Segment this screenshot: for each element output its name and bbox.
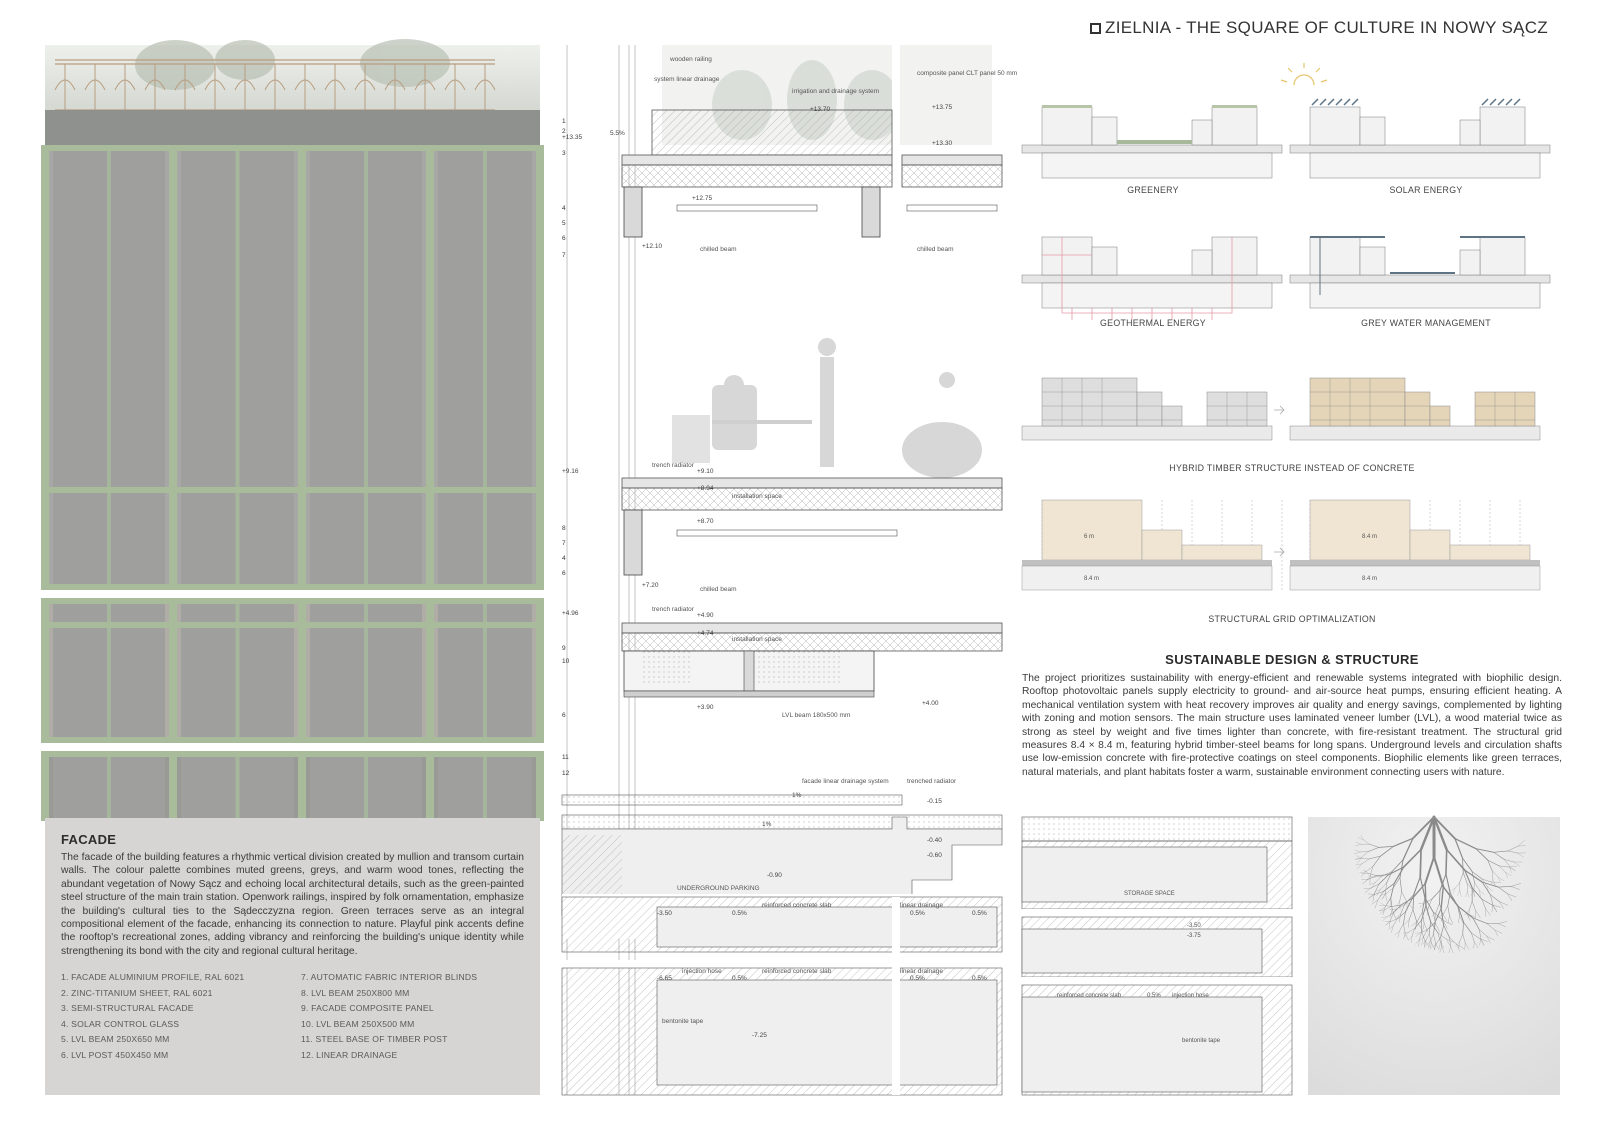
svg-text:+8.70: +8.70	[697, 518, 714, 525]
svg-text:chilled beam: chilled beam	[700, 586, 737, 593]
svg-text:bentonite tape: bentonite tape	[1182, 1038, 1221, 1044]
mullion	[298, 598, 306, 743]
label-solar: SOLAR ENERGY	[1389, 185, 1463, 195]
svg-text:1%: 1%	[792, 792, 802, 799]
callout-number: 3	[562, 150, 566, 157]
callout-number: 6	[562, 235, 566, 242]
arrow-icon	[1274, 406, 1284, 414]
callout-number: 5	[562, 220, 566, 227]
callout-number: 6	[562, 712, 566, 719]
mullion	[364, 145, 368, 590]
svg-text:reinforced concrete slab: reinforced concrete slab	[1057, 993, 1122, 999]
mullion	[426, 751, 434, 821]
svg-text:+7.20: +7.20	[642, 582, 659, 589]
svg-text:reinforced concrete slab: reinforced concrete slab	[762, 902, 832, 909]
svg-text:chilled beam: chilled beam	[917, 246, 954, 253]
structure-block	[1042, 378, 1137, 426]
facade-body: The facade of the building features a rhythmic vertical division created by mullion and transom curtain walls. The colour palette combines muted greens, greys, and warm wood tones, reflecting the abundant vegetation of Nowy Sącz and echoing local architectural details, such as the green-painted steel structure of the main train station. Openwork railings, inspired by folk ornamentation, emphasize the building's cultural ties to the Sądecczyzna region. Green terraces serve as an integral compositional element of the facade, enhancing its connection to nature. Playful pink accents define the rooftop's recreational zones, adding vibrancy and reinforcing the building's unique identity while strengthening its bond with the city and regional cultural heritage.	[61, 852, 524, 957]
svg-text:0.5%: 0.5%	[1147, 993, 1161, 999]
callout-number: 8	[562, 525, 566, 532]
mullion	[298, 751, 306, 821]
svg-text:trenched radiator: trenched radiator	[907, 778, 957, 785]
label-grid: STRUCTURAL GRID OPTIMALIZATION	[1208, 614, 1376, 624]
label-hybrid: HYBRID TIMBER STRUCTURE INSTEAD OF CONCRETE	[1169, 463, 1415, 473]
roots-image	[1308, 817, 1560, 1095]
grid-block	[1042, 500, 1142, 560]
grid-block	[1142, 530, 1182, 560]
callout-number: 4	[562, 205, 566, 212]
svg-text:linear drainage: linear drainage	[900, 902, 944, 909]
legend-item: 2. ZINC-TITANIUM SHEET, RAL 6021	[61, 987, 213, 998]
svg-text:+13.30: +13.30	[932, 140, 953, 147]
callout-number: 4	[562, 555, 566, 562]
facade-description	[45, 818, 540, 1095]
svg-text:0.5%: 0.5%	[732, 975, 747, 982]
svg-text:5.5%: 5.5%	[610, 130, 625, 137]
grid-dimension: 6 m	[1084, 534, 1095, 540]
mullion	[536, 145, 544, 590]
structure-block	[1310, 378, 1405, 426]
svg-text:+13.75: +13.75	[932, 104, 953, 111]
legend-item: 8. LVL BEAM 250X800 MM	[301, 987, 410, 998]
callout-number: 10	[562, 658, 570, 665]
sun-icon	[1281, 63, 1327, 85]
svg-text:-0.15: -0.15	[927, 798, 942, 805]
underground-detail	[1022, 817, 1292, 1095]
svg-text:irrigation and drainage system: irrigation and drainage system	[792, 88, 880, 95]
mullion	[426, 598, 434, 743]
legend-item: 1. FACADE ALUMINIUM PROFILE, RAL 6021	[61, 972, 245, 983]
svg-text:installation space: installation space	[732, 493, 782, 500]
legend-item: 3. SEMI-STRUCTURAL FACADE	[61, 1003, 194, 1014]
transom	[45, 145, 540, 151]
callout-number: 7	[562, 540, 566, 547]
structure-block	[1475, 392, 1535, 426]
callout-number: 6	[562, 570, 566, 577]
svg-text:0.5%: 0.5%	[732, 910, 747, 917]
svg-text:system linear drainage: system linear drainage	[654, 76, 720, 83]
grid-block	[1410, 530, 1450, 560]
sustainable-heading: SUSTAINABLE DESIGN & STRUCTURE	[1165, 652, 1419, 667]
svg-text:1%: 1%	[762, 821, 772, 828]
mullion	[107, 598, 111, 743]
sustainable-body: The project prioritizes sustainability with energy-efficient and renewable systems integrated with biophilic design. Rooftop photovoltaic panels supply electricity to ground- and air-source heat pumps, ensuring efficient heating. A mechanical ventilation system with heat recovery improves air quality and energy savings, complemented by lighting with zoning and motion sensors. The main structure uses laminated veneer lumber (LVL), a wood material twice as strong as steel by weight and five times lighter than concrete, with fire-resistant treatment. The structural grid measures 8.4 × 8.4 m, featuring hybrid timber-steel beams for long spans. Underground levels and circulation shafts use low-emission concrete with fire-protective coatings on steel components. Biophilic elements like green terraces, natural materials, and plant habitats foster a warm, sustainable environment connecting users with nature.	[1022, 673, 1562, 778]
mullion	[483, 598, 487, 743]
legend-item: 7. AUTOMATIC FABRIC INTERIOR BLINDS	[301, 972, 478, 983]
svg-text:facade linear drainage system: facade linear drainage system	[802, 778, 889, 785]
svg-text:UNDERGROUND PARKING: UNDERGROUND PARKING	[677, 885, 760, 892]
grid-block	[1310, 500, 1410, 560]
mullion	[426, 145, 434, 590]
svg-text:-3.50: -3.50	[1187, 923, 1201, 929]
svg-text:bentonite tape: bentonite tape	[662, 1018, 704, 1025]
svg-text:-6.65: -6.65	[657, 975, 672, 982]
transom	[45, 487, 540, 493]
mullion	[169, 145, 177, 590]
sustainability-diagrams	[1022, 60, 1567, 625]
svg-text:LVL beam 180x500 mm: LVL beam 180x500 mm	[782, 712, 851, 719]
structure-block	[1162, 406, 1182, 426]
label-greywater: GREY WATER MANAGEMENT	[1361, 318, 1491, 328]
grid-block	[1450, 545, 1530, 560]
mullion	[236, 145, 240, 590]
svg-text:0.5%: 0.5%	[972, 975, 987, 982]
structure-block	[1137, 392, 1162, 426]
structure-block	[1430, 406, 1450, 426]
grid-block	[1182, 545, 1262, 560]
grid-dimension: 8.4 m	[1084, 576, 1100, 582]
mullion	[169, 598, 177, 743]
svg-text:-3.50: -3.50	[657, 910, 672, 917]
structure-block	[1405, 392, 1430, 426]
label-geothermal: GEOTHERMAL ENERGY	[1100, 318, 1206, 328]
label-greenery: GREENERY	[1127, 185, 1179, 195]
svg-text:0.5%: 0.5%	[910, 975, 925, 982]
grid-dimension: 8.4 m	[1362, 534, 1378, 540]
mullion	[364, 598, 368, 743]
svg-text:+8.94: +8.94	[697, 485, 714, 492]
mullion	[236, 598, 240, 743]
mullion	[536, 751, 544, 821]
callout-number: 1	[562, 118, 566, 125]
legend-item: 9. FACADE COMPOSITE PANEL	[301, 1003, 434, 1014]
callout-number: 12	[562, 770, 570, 777]
svg-text:+4.00: +4.00	[922, 700, 939, 707]
svg-text:+9.10: +9.10	[697, 468, 714, 475]
mullion	[483, 751, 487, 821]
svg-text:-3.75: -3.75	[1187, 933, 1201, 939]
svg-text:+13.70: +13.70	[810, 106, 831, 113]
svg-text:composite panel CLT panel 50 m: composite panel CLT panel 50 mm	[917, 70, 1018, 77]
svg-text:installation space: installation space	[732, 636, 782, 643]
callout-number: 2	[562, 128, 566, 135]
svg-text:+9.16: +9.16	[562, 468, 579, 475]
svg-text:+13.35: +13.35	[562, 134, 583, 141]
structure-block	[1207, 392, 1267, 426]
svg-text:+12.75: +12.75	[692, 195, 713, 202]
title-square-icon	[1090, 23, 1101, 34]
svg-text:+4.90: +4.90	[697, 612, 714, 619]
svg-text:-7.25: -7.25	[752, 1032, 767, 1039]
legend-item: 5. LVL BEAM 250X650 MM	[61, 1034, 170, 1045]
mullion	[364, 751, 368, 821]
mullion	[41, 145, 49, 590]
mullion	[41, 751, 49, 821]
svg-text:trench radiator: trench radiator	[652, 606, 694, 613]
legend-item: 4. SOLAR CONTROL GLASS	[61, 1018, 180, 1029]
facade-heading: FACADE	[61, 832, 117, 847]
svg-text:+4.96: +4.96	[562, 610, 579, 617]
svg-text:reinforced concrete slab: reinforced concrete slab	[762, 968, 832, 975]
callout-number: 7	[562, 252, 566, 259]
transom	[45, 622, 540, 628]
transom	[45, 584, 540, 590]
mullion	[41, 598, 49, 743]
svg-text:0.5%: 0.5%	[910, 910, 925, 917]
legend-item: 6. LVL POST 450X450 MM	[61, 1049, 169, 1060]
mullion	[169, 751, 177, 821]
svg-text:injection hose: injection hose	[682, 968, 722, 975]
wall-section-detail	[562, 45, 1018, 1095]
legend-item: 12. LINEAR DRAINAGE	[301, 1049, 398, 1060]
svg-text:+3.90: +3.90	[697, 704, 714, 711]
svg-text:+12.10: +12.10	[642, 243, 663, 250]
transom	[45, 751, 540, 757]
mullion	[107, 145, 111, 590]
svg-text:-0.40: -0.40	[927, 837, 942, 844]
grid-dimension: 8.4 m	[1362, 576, 1378, 582]
svg-text:injection hose: injection hose	[1172, 993, 1209, 999]
svg-text:STORAGE SPACE: STORAGE SPACE	[1124, 891, 1175, 897]
mullion	[298, 145, 306, 590]
svg-text:chilled beam: chilled beam	[700, 246, 737, 253]
svg-text:wooden railing: wooden railing	[670, 56, 712, 63]
callout-number: 11	[562, 754, 569, 761]
mullion	[483, 145, 487, 590]
callout-number: 9	[562, 645, 566, 652]
mullion	[107, 751, 111, 821]
svg-text:-0.90: -0.90	[767, 872, 782, 879]
svg-text:trench radiator: trench radiator	[652, 462, 694, 469]
legend-item: 11. STEEL BASE OF TIMBER POST	[301, 1034, 448, 1045]
svg-text:0.5%: 0.5%	[972, 910, 987, 917]
legend-item: 10. LVL BEAM 250X500 MM	[301, 1018, 415, 1029]
transom	[45, 598, 540, 604]
svg-text:-0.60: -0.60	[927, 852, 942, 859]
page-title: ZIELNIA - THE SQUARE OF CULTURE IN NOWY SĄCZ	[1090, 18, 1548, 38]
mullion	[236, 751, 240, 821]
arrow-icon	[1274, 548, 1284, 556]
transom	[45, 737, 540, 743]
mullion	[536, 598, 544, 743]
svg-text:linear drainage: linear drainage	[900, 968, 944, 975]
svg-text:+4.74: +4.74	[697, 630, 714, 637]
facade-legend	[61, 972, 524, 1060]
